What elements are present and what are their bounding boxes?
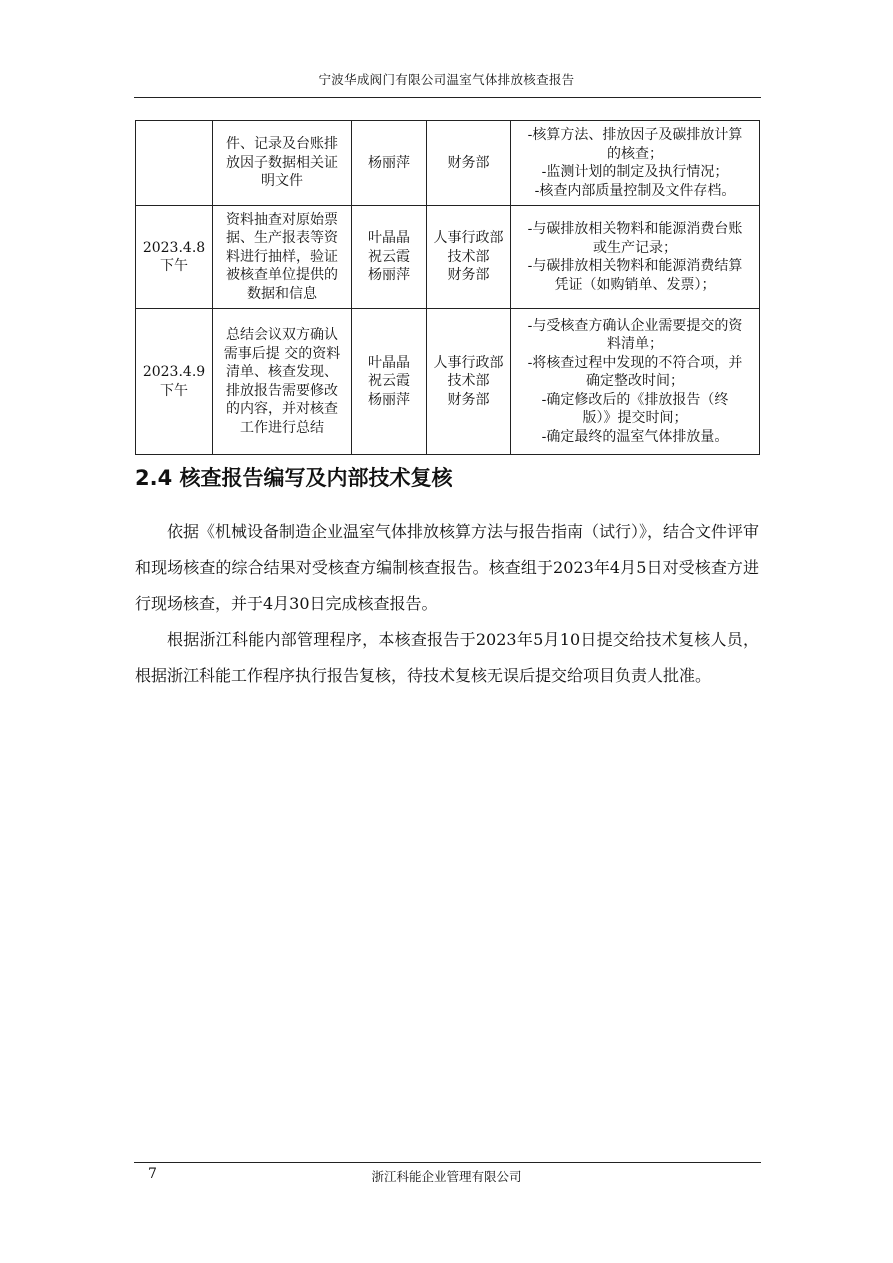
cell-check-items-line: 凭证（如购销单、发票）； <box>554 276 716 293</box>
cell-people <box>352 121 427 206</box>
cell-content-line: 需事后提 交的资料 <box>223 345 341 362</box>
page-header-title: 宁波华成阀门有限公司温室气体排放核查报告 <box>318 72 575 87</box>
cell-departments <box>427 309 511 455</box>
cell-check-items-line: -核算方法、排放因子及碳排放计算 <box>527 127 743 143</box>
footer-divider <box>134 1162 761 1163</box>
cell-content-line: 料进行抽样，验证 <box>226 248 338 265</box>
cell-departments-line: 财务部 <box>447 154 490 171</box>
cell-content-line: 数据和信息 <box>247 285 317 302</box>
cell-date-line: 2023.4.8 <box>142 239 206 256</box>
cell-check-items-line: -将核查过程中发现的不符合项，并 <box>527 354 743 371</box>
cell-check-items-line: -核查内部质量控制及文件存档。 <box>534 182 736 199</box>
cell-people-line: 叶晶晶 <box>368 230 410 247</box>
cell-check-items-line: -与碳排放相关物料和能源消费台账 <box>527 221 743 237</box>
cell-people-line: 杨丽萍 <box>368 154 410 171</box>
cell-check-items <box>511 121 760 206</box>
cell-check-items <box>511 206 760 309</box>
cell-departments-line: 技术部 <box>447 373 490 390</box>
verification-schedule-table <box>135 120 760 455</box>
cell-departments <box>427 121 511 206</box>
cell-date <box>136 309 213 455</box>
cell-content-line: 件、记录及台账排 <box>226 136 338 153</box>
cell-check-items-line: -确定最终的温室气体排放量。 <box>541 428 729 445</box>
cell-date-line: 下午 <box>160 382 188 399</box>
cell-content-line: 据、生产报表等资 <box>226 230 338 247</box>
cell-check-items <box>511 309 760 455</box>
cell-date-line: 下午 <box>160 258 188 274</box>
cell-people <box>352 309 427 455</box>
cell-check-items-line: 确定整改时间； <box>586 373 684 390</box>
cell-check-items-line: 料清单； <box>607 336 663 353</box>
table-row <box>136 121 760 206</box>
cell-departments-line: 人事行政部 <box>433 354 504 371</box>
cell-departments-line: 人事行政部 <box>433 230 504 247</box>
body-paragraph-1: 依据《机械设备制造企业温室气体排放核算方法与报告指南（试行）》，结合文件评审和现场核查的综合结果对受核查方编制核查报告。核查组于2023年4月5日对受核查方进行现场核查，并于4月30日完成核查报告。 <box>135 522 760 613</box>
cell-check-items-line: -确定修改后的《排放报告（终 <box>541 391 729 408</box>
page-number: 7 <box>148 1166 157 1182</box>
cell-content-line: 清单、核查发现、 <box>226 364 338 380</box>
cell-check-items-line: -监测计划的制定及执行情况； <box>541 164 729 180</box>
cell-people-line: 叶晶晶 <box>368 354 410 371</box>
cell-content-line: 排放报告需要修改 <box>226 382 338 399</box>
cell-check-items-line: 的核查； <box>607 145 663 162</box>
cell-content-line: 的内容，并对核查 <box>226 401 338 417</box>
header-divider <box>134 97 761 98</box>
cell-departments-line: 财务部 <box>447 267 490 284</box>
cell-check-items-line: -与受核查方确认企业需要提交的资 <box>527 317 743 334</box>
cell-content-line: 明文件 <box>261 173 303 190</box>
table-row <box>136 309 760 455</box>
cell-check-items-line: 或生产记录； <box>593 239 677 256</box>
cell-content <box>213 121 352 206</box>
cell-content-line: 被核查单位提供的 <box>226 267 338 284</box>
cell-departments-line: 财务部 <box>447 391 490 408</box>
cell-people <box>352 206 427 309</box>
cell-content <box>213 206 352 309</box>
table-body <box>136 121 760 455</box>
cell-people-line: 祝云霞 <box>368 248 410 265</box>
cell-content-line: 总结会议双方确认 <box>226 327 338 343</box>
cell-date-line: 2023.4.9 <box>142 364 206 380</box>
cell-people-line: 祝云霞 <box>368 373 410 390</box>
cell-content-line: 工作进行总结 <box>240 419 324 436</box>
cell-people-line: 杨丽萍 <box>368 267 410 284</box>
body-paragraph-2: 根据浙江科能内部管理程序，本核查报告于2023年5月10日提交给技术复核人员，根据浙江科能工作程序执行报告复核，待技术复核无误后提交给项目负责人批准。 <box>135 630 759 685</box>
cell-content-line: 放因子数据相关证 <box>226 154 338 171</box>
footer-company: 浙江科能企业管理有限公司 <box>371 1169 522 1184</box>
cell-content <box>213 309 352 455</box>
cell-departments-line: 技术部 <box>447 248 490 265</box>
cell-date <box>136 121 213 206</box>
section-heading: 2.4 核查报告编写及内部技术复核 <box>135 466 453 490</box>
cell-check-items-line: 版）》提交时间； <box>582 410 688 427</box>
cell-departments <box>427 206 511 309</box>
cell-check-items-line: -与碳排放相关物料和能源消费结算 <box>527 258 743 274</box>
table-row <box>136 206 760 309</box>
cell-people-line: 杨丽萍 <box>368 391 410 408</box>
cell-content-line: 资料抽查对原始票 <box>226 211 338 228</box>
cell-date <box>136 206 213 309</box>
